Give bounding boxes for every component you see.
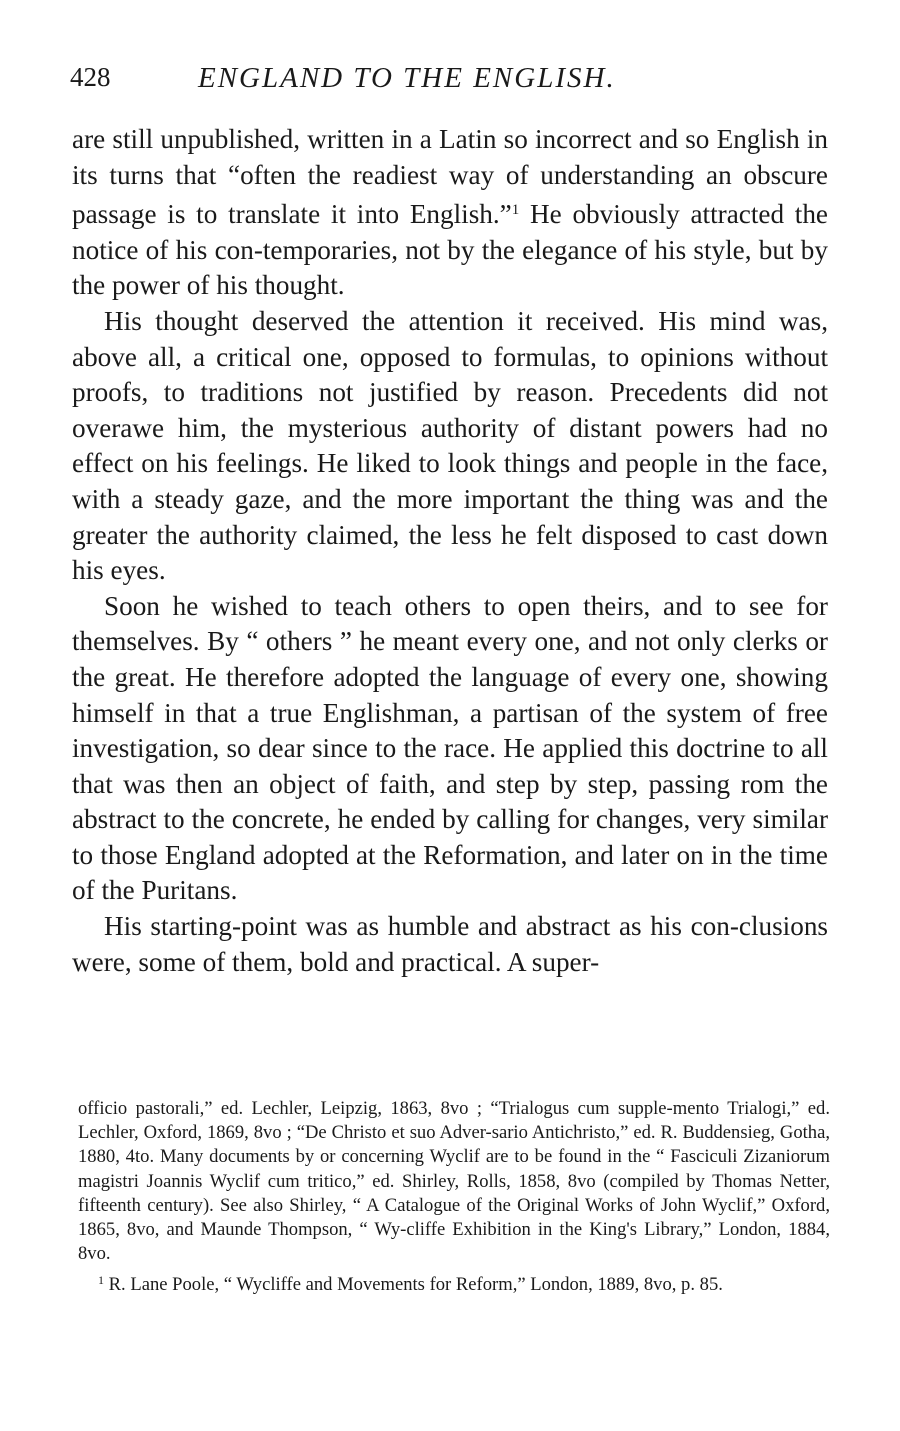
footnote-continued: officio pastorali,” ed. Lechler, Leipzig, 1863, 8vo ; “Trialogus cum supple-mento Trialogi,” ed. Lechler, Oxford, 1869, 8vo ; “De Christo et suo Adver-sario Antichristo,” ed. R. Buddensieg, Gotha, 1880, 4to. Many documents by or concerning Wyclif are to be found in the “ Fasciculi Zizaniorum magistri Joannis Wyclif cum tritico,” ed. Shirley, Rolls, 1858, 8vo (compiled by Thomas Netter, fifteenth century). See also Shirley, “ A Catalogue of the Original Works of John Wyclif,” Oxford, 1865, 8vo, and Maunde Thompson, “ Wy-cliffe Exhibition in the King's Library,” London, 1884, 8vo. [78, 1098, 830, 1265]
footnote-text: R. Lane Poole, “ Wycliffe and Movements for Reform,” London, 1889, 8vo, p. 85. [104, 1274, 723, 1296]
paragraph-text: He obviously attracted the notice of his con-temporaries, not by the elegance of his style, but by the power of his thought. [72, 199, 829, 301]
footnote-marker: 1 [98, 1273, 104, 1288]
page-number: 428 [70, 62, 111, 92]
footnotes [78, 1097, 830, 1298]
paragraph: His starting-point was as humble and abstract as his con-clusions were, some of them, bold and practical. A super- [72, 911, 828, 977]
footnote-reference: 1 [511, 202, 520, 219]
paragraph: His thought deserved the attention it received. His mind was, above all, a critical one, opposed to formulas, to opinions without proofs, to traditions not justified by reason. Precedents did not overawe him, the mysterious authority of distant powers had no effect on his feelings. He liked to look things and people in the face, with a steady gaze, and the more important the thing was and the greater the authority claimed, the less he felt disposed to cast down his eyes. [72, 305, 828, 586]
main-text [72, 122, 828, 980]
footnote-1 [78, 1268, 830, 1297]
paragraph: Soon he wished to teach others to open theirs, and to see for themselves. By “ others ” he meant every one, and not only clerks or the great. He therefore adopted the language of every one, showing himself in that a true Englishman, a partisan of the system of free investigation, so dear since to the race. He applied this doctrine to all that was then an object of faith, and step by step, passing rom the abstract to the concrete, he ended by calling for changes, very similar to those England adopted at the Reformation, and later on in the time of the Puritans. [72, 590, 828, 906]
running-title: ENGLAND TO THE ENGLISH. [198, 62, 616, 94]
paragraph-text: are still unpublished, written in a Latin so incorrect and so English in its turns that “often the readiest way of understanding an obscure passage is to translate it into English.” [72, 124, 828, 230]
running-header [70, 62, 830, 102]
paragraph-continued [72, 122, 828, 304]
